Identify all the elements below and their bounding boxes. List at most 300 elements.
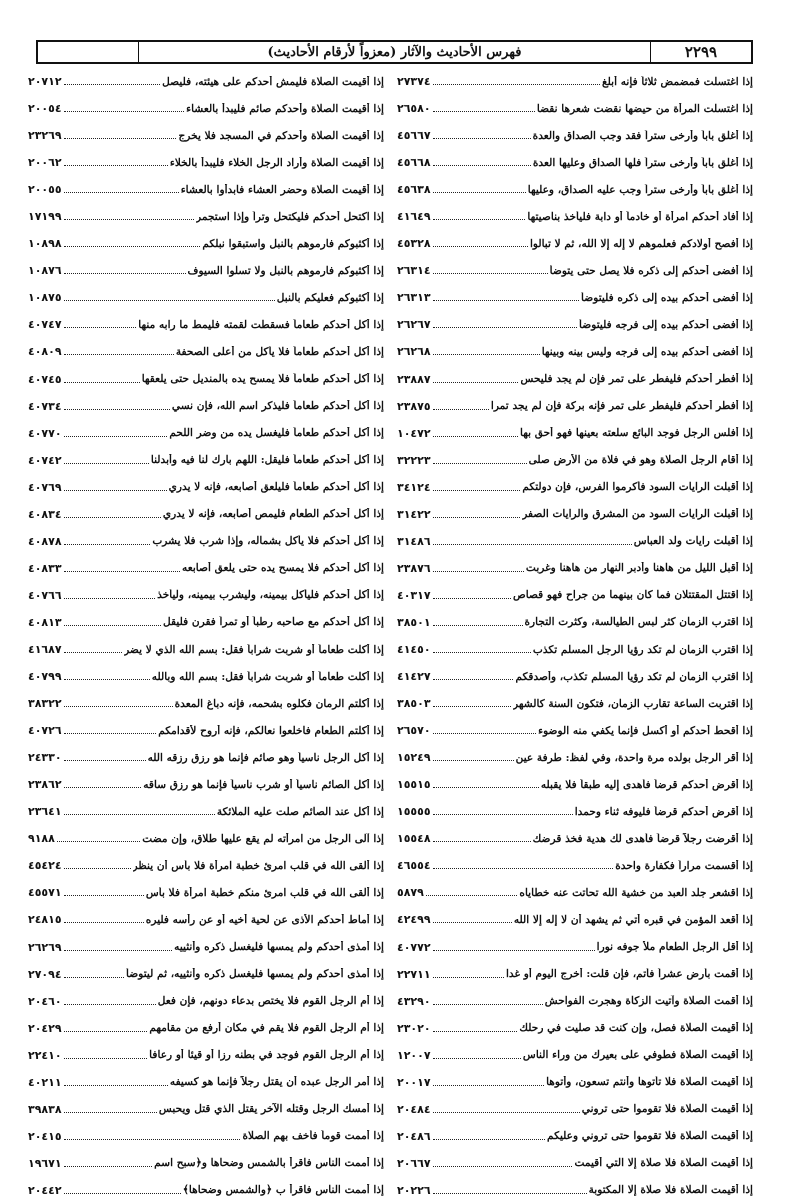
dotted-leader bbox=[64, 1166, 153, 1167]
index-entry bbox=[397, 636, 753, 663]
index-entry bbox=[397, 961, 753, 988]
hadith-number: ٤١٤٢٧ bbox=[397, 670, 431, 684]
hadith-number: ٢٤٣٣٠ bbox=[28, 751, 62, 765]
dotted-leader bbox=[64, 111, 185, 112]
dotted-leader bbox=[64, 895, 144, 896]
index-entry bbox=[397, 555, 753, 582]
hadith-text: إذا أم الرجل القوم فوجد في بطنه رزا أو قيئا أو رعافا bbox=[149, 1049, 384, 1062]
dotted-leader bbox=[64, 544, 151, 545]
hadith-number: ٤٠٨٣٤ bbox=[28, 507, 62, 521]
dotted-leader bbox=[433, 517, 521, 518]
index-entry bbox=[397, 798, 753, 825]
hadith-text: إذا أفضى أحدكم بيده إلى ذكره فليتوضأ bbox=[581, 291, 753, 304]
hadith-number: ٣٤١٢٤ bbox=[397, 480, 431, 494]
hadith-number: ٢٠٠٥٤ bbox=[28, 102, 62, 116]
hadith-text: إذا أممت الناس فاقرأ ب ﴿والشمس وضحاها﴾ bbox=[182, 1184, 384, 1197]
index-entry bbox=[28, 961, 384, 988]
dotted-leader bbox=[64, 1085, 168, 1086]
dotted-leader bbox=[64, 706, 173, 707]
index-entry bbox=[28, 257, 384, 284]
hadith-number: ٢٠٤٨٦ bbox=[397, 1129, 431, 1143]
hadith-text: إذا أقيمت الصلاة فطوفي على بعيرك من وراء الناس bbox=[522, 1049, 753, 1062]
hadith-text: إذا أقام الرجل الصلاة وهو في فلاة من الأرض صلى bbox=[528, 454, 753, 467]
hadith-number: ٢٠٤٨٤ bbox=[397, 1102, 431, 1116]
index-entry bbox=[397, 366, 753, 393]
dotted-leader bbox=[64, 409, 170, 410]
hadith-text: إذا أقل الرجل الطعام ملأ جوفه نورا bbox=[596, 941, 753, 954]
hadith-text: إذا أقبلت الرايات السود من المشرق والرايات الصفر bbox=[522, 508, 753, 521]
index-entry bbox=[28, 176, 384, 203]
hadith-text: إذا أقيمت الصلاة وأحدكم في المسجد فلا يخرج bbox=[178, 129, 384, 142]
hadith-text: إذا اكتحل أحدكم فليكتحل وتراً وإذا استجمر bbox=[196, 210, 384, 223]
dotted-leader bbox=[64, 138, 177, 139]
hadith-text: إذا أفطر أحدكم فليفطر على تمر فإنه بركة فإن لم يجد تمرا bbox=[490, 400, 753, 413]
hadith-number: ٤٠٢١١ bbox=[28, 1075, 62, 1089]
hadith-number: ٢٧٣٧٤ bbox=[397, 75, 431, 89]
dotted-leader bbox=[433, 327, 577, 328]
index-entry bbox=[28, 988, 384, 1015]
hadith-number: ٤٠٧٤٧ bbox=[28, 318, 62, 332]
hadith-number: ٤٠٧٦٦ bbox=[28, 588, 62, 602]
dotted-leader bbox=[64, 490, 167, 491]
index-entry bbox=[28, 1123, 384, 1150]
dotted-leader bbox=[64, 652, 122, 653]
index-entry bbox=[397, 176, 753, 203]
dotted-leader bbox=[64, 733, 157, 734]
hadith-text: إذا أقيمت الصلاة وحضر العشاء فابدأوا بالعشاء bbox=[180, 183, 384, 196]
hadith-text: إذا أكل أحدكم الطعام فليمص أصابعه، فإنه لا يدري bbox=[162, 508, 384, 521]
index-entry bbox=[28, 1069, 384, 1096]
dotted-leader bbox=[64, 382, 140, 383]
page-header bbox=[36, 40, 753, 64]
hadith-number: ٤٠٧٤٥ bbox=[28, 372, 62, 386]
index-entry bbox=[28, 95, 384, 122]
hadith-number: ١٠٨٩٨ bbox=[28, 237, 62, 251]
index-entry bbox=[28, 906, 384, 933]
hadith-number: ٢٣٨٦٢ bbox=[28, 778, 62, 792]
hadith-number: ٣٨٥٠٣ bbox=[397, 697, 431, 711]
index-entry bbox=[28, 122, 384, 149]
index-entry bbox=[28, 149, 384, 176]
hadith-number: ٢٤٨١٥ bbox=[28, 913, 62, 927]
index-entry bbox=[397, 825, 753, 852]
hadith-text: إذا أقبل الليل من هاهنا وأدبر النهار من هاهنا وغربت bbox=[525, 562, 753, 575]
dotted-leader bbox=[433, 463, 527, 464]
hadith-number: ٤١٤٥٠ bbox=[397, 643, 431, 656]
index-entry bbox=[397, 528, 753, 555]
hadith-number: ٢٦٣١٣ bbox=[397, 291, 431, 305]
dotted-leader bbox=[433, 111, 535, 112]
dotted-leader bbox=[433, 409, 489, 410]
hadith-number: ٤٢٤٩٩ bbox=[397, 913, 431, 927]
dotted-leader bbox=[64, 219, 194, 220]
dotted-leader bbox=[433, 733, 537, 734]
index-entry bbox=[28, 555, 384, 582]
index-entry bbox=[397, 68, 753, 95]
hadith-text: إذا أقحط أحدكم أو أكسل فإنما يكفي منه الوضوء bbox=[538, 724, 753, 737]
index-entry bbox=[28, 203, 384, 230]
index-entry bbox=[28, 474, 384, 501]
hadith-text: إذا اقترب الزمان لم تكد رؤيا المسلم تكذب، وأصدقكم bbox=[515, 670, 753, 683]
index-entry bbox=[28, 420, 384, 447]
index-entry bbox=[397, 338, 753, 365]
dotted-leader bbox=[433, 760, 514, 761]
index-entry bbox=[28, 311, 384, 338]
hadith-number: ٢٦٢٦٧ bbox=[397, 318, 431, 332]
hadith-text: إذا أقيمت الصلاة وأحدكم صائم فليبدأ بالعشاء bbox=[186, 102, 384, 115]
dotted-leader bbox=[433, 977, 504, 978]
hadith-text: إذا أكل أحدكم مع صاحبه رطباً أو تمراً فقرن فليقل bbox=[162, 616, 384, 629]
hadith-number: ٢٣٦٤١ bbox=[28, 805, 62, 819]
dotted-leader bbox=[433, 138, 531, 139]
dotted-leader bbox=[433, 598, 511, 599]
index-column-right bbox=[397, 68, 753, 1204]
index-entry bbox=[397, 203, 753, 230]
hadith-number: ٤٥٦٦٧ bbox=[397, 129, 431, 143]
dotted-leader bbox=[433, 679, 514, 680]
hadith-number: ٣٨٣٢٢ bbox=[28, 697, 62, 711]
dotted-leader bbox=[433, 1112, 580, 1113]
hadith-number: ٢٢٤١٠ bbox=[28, 1048, 62, 1062]
index-entry bbox=[28, 393, 384, 420]
hadith-number: ٢٦٥٧٠ bbox=[397, 724, 431, 738]
hadith-text: إذا أكل أحدكم طعاماً فلا يأكل من أعلى الصحفة bbox=[175, 345, 384, 358]
dotted-leader bbox=[433, 246, 528, 247]
hadith-text: إذا أقرض أحدكم قرضاً فليوفه ثناء وحمدا bbox=[574, 805, 753, 818]
hadith-text: إذا أكثبوكم فارموهم بالنبل ولا تسلوا السيوف bbox=[187, 264, 384, 277]
index-entry bbox=[28, 663, 384, 690]
hadith-number: ٢٢٧١١ bbox=[397, 967, 431, 981]
hadith-text: إذا أكل أحدكم فلا يمسح يده حتى يلعق أصابعه bbox=[182, 562, 384, 575]
dotted-leader bbox=[64, 1193, 181, 1194]
dotted-leader bbox=[64, 192, 179, 193]
hadith-text: إذا اقترب الزمان كثر لبس الطيالسة، وكثرت التجارة bbox=[524, 616, 753, 629]
hadith-text: إذا أفضى أحدكم بيده إلى فرجه فليتوضأ bbox=[579, 318, 753, 331]
hadith-text: إذا أفصح أولادكم فعلموهم لا إله إلا الله، ثم لا تبالوا bbox=[529, 237, 753, 250]
hadith-text: إذا أكلت طعاماً أو شربت شراباً فقل: بسم الله وبالله bbox=[151, 670, 384, 683]
dotted-leader bbox=[433, 1031, 518, 1032]
index-entry bbox=[28, 771, 384, 798]
hadith-number: ٩١٨٨ bbox=[28, 832, 55, 846]
dotted-leader bbox=[433, 490, 521, 491]
hadith-number: ٢٣٨٧٥ bbox=[397, 399, 431, 413]
hadith-text: إذا أم الرجل القوم فلا يختص بدعاء دونهم، فإن فعل bbox=[157, 995, 384, 1008]
dotted-leader bbox=[64, 273, 186, 274]
index-entry bbox=[28, 934, 384, 961]
dotted-leader bbox=[433, 571, 524, 572]
hadith-number: ٤٠٧٩٩ bbox=[28, 670, 62, 684]
hadith-text: إذا ألقى الله في قلب امرئ خطبة امرأة فلا بأس أن ينظر bbox=[132, 859, 384, 872]
index-entry bbox=[397, 934, 753, 961]
dotted-leader bbox=[64, 327, 137, 328]
hadith-number: ٤٥٦٣٨ bbox=[397, 183, 431, 197]
hadith-number: ٢٦٣١٤ bbox=[397, 264, 431, 278]
hadith-text: إذا أكل أحدكم طعاماً فليلعق أصابعه، فإنه لا يدري bbox=[168, 481, 384, 494]
header-title: فهرس الأحاديث والآثار (معزواً لأرقام الأحاديث) bbox=[267, 44, 522, 60]
hadith-text: إذا أقيمت الصلاة فليمش أحدكم على هيئته، فليصل bbox=[162, 75, 384, 88]
dotted-leader bbox=[64, 84, 161, 85]
dotted-leader bbox=[433, 219, 526, 220]
index-entry bbox=[28, 582, 384, 609]
hadith-number: ٢٦٢٦٩ bbox=[28, 940, 62, 954]
hadith-number: ١٥٥١٥ bbox=[397, 778, 431, 792]
dotted-leader bbox=[64, 300, 275, 301]
hadith-text: إذا اقترب الزمان لم تكد رؤيا الرجل المسلم تكذب bbox=[532, 643, 753, 656]
hadith-text: إذا أكلتم الطعام فاخلعوا نعالكم، فإنه أروح لأقدامكم bbox=[158, 724, 384, 737]
hadith-number: ٤٠٣١٧ bbox=[397, 588, 431, 602]
hadith-number: ٢٠٠٥٥ bbox=[28, 183, 62, 197]
dotted-leader bbox=[433, 1085, 545, 1086]
index-entry bbox=[397, 879, 753, 906]
index-entry bbox=[28, 798, 384, 825]
hadith-number: ١٥٥٥٥ bbox=[397, 805, 431, 819]
dotted-leader bbox=[64, 679, 150, 680]
hadith-number: ٤٠٧٣٤ bbox=[28, 399, 62, 413]
hadith-text: إذا أماط أحدكم الأذى عن لحية أخيه أو عن رأسه فليره bbox=[145, 913, 384, 926]
dotted-leader bbox=[433, 165, 531, 166]
hadith-number: ٢٠٤١٥ bbox=[28, 1129, 62, 1143]
hadith-text: إذا أقرض أحدكم قرضاً فأهدى إليه طبقاً فلا يقبله bbox=[540, 778, 753, 791]
hadith-number: ١٧١٩٩ bbox=[28, 210, 62, 224]
hadith-text: إذا أكل عند الصائم صلت عليه الملائكة bbox=[216, 805, 384, 818]
index-entry bbox=[397, 149, 753, 176]
hadith-text: إذا أفاد أحدكم امرأة أو خادماً أو دابة فليأخذ بناصيتها bbox=[527, 210, 753, 223]
hadith-text: إذا أقيمت الصلاة فلا تأتوها وأنتم تسعون، وأتوها bbox=[546, 1076, 753, 1089]
hadith-text: إذا أكل الرجل ناسياً وهو صائم فإنما هو رزق رزقه الله bbox=[147, 751, 384, 764]
index-entry bbox=[28, 501, 384, 528]
index-entry bbox=[28, 690, 384, 717]
hadith-text: إذا أقيمت الصلاة فلا صلاة إلا المكتوبة bbox=[588, 1184, 753, 1197]
hadith-number: ٢٣٨٨٧ bbox=[397, 372, 431, 386]
index-entry bbox=[397, 230, 753, 257]
hadith-number: ٣١٤٨٦ bbox=[397, 534, 431, 548]
index-entry bbox=[397, 771, 753, 798]
dotted-leader bbox=[64, 760, 146, 761]
dotted-leader bbox=[433, 84, 600, 85]
hadith-text: إذا اقتربت الساعة تقارب الزمان، فتكون السنة كالشهر bbox=[513, 697, 753, 710]
dotted-leader bbox=[433, 625, 523, 626]
hadith-text: إذا اغتسلت فمضمض ثلاثاً فإنه أبلغ bbox=[602, 75, 753, 88]
index-entry bbox=[397, 1150, 753, 1177]
hadith-number: ٤٠٨٠٩ bbox=[28, 345, 62, 359]
index-entry bbox=[28, 744, 384, 771]
dotted-leader bbox=[433, 814, 573, 815]
hadith-number: ٢٠٤٤٢ bbox=[28, 1183, 62, 1197]
dotted-leader bbox=[433, 1139, 545, 1140]
dotted-leader bbox=[64, 1004, 156, 1005]
dotted-leader bbox=[433, 950, 595, 951]
index-entry bbox=[28, 879, 384, 906]
hadith-number: ٢٠٢٢٦ bbox=[397, 1183, 431, 1197]
index-entry bbox=[397, 690, 753, 717]
hadith-text: إذا أقيمت الصلاة فلا تقوموا حتى تروني وعليكم bbox=[547, 1130, 753, 1143]
hadith-number: ١٠٨٧٥ bbox=[28, 291, 62, 305]
dotted-leader bbox=[64, 1058, 148, 1059]
hadith-number: ٢٠٦٦٧ bbox=[397, 1156, 431, 1170]
index-entry bbox=[397, 501, 753, 528]
index-entry bbox=[397, 257, 753, 284]
index-entry bbox=[28, 1096, 384, 1123]
index-entry bbox=[28, 284, 384, 311]
hadith-text: إذا أم الرجل القوم فلا يقم في مكان أرفع من مقامهم bbox=[149, 1022, 384, 1035]
index-entry bbox=[397, 609, 753, 636]
index-entry bbox=[28, 609, 384, 636]
dotted-leader bbox=[433, 273, 548, 274]
dotted-leader bbox=[64, 868, 131, 869]
hadith-text: إذا أكل أحدكم طعاماً فليذكر اسم الله، فإن نسي bbox=[171, 400, 384, 413]
hadith-number: ٢٠٤٦٠ bbox=[28, 994, 62, 1008]
index-entry bbox=[397, 663, 753, 690]
hadith-number: ٤١٦٨٧ bbox=[28, 643, 62, 656]
hadith-number: ٢٠٤٢٩ bbox=[28, 1021, 62, 1035]
hadith-number: ٣٢٢٢٣ bbox=[397, 453, 431, 467]
hadith-number: ٤٠٧٦٩ bbox=[28, 480, 62, 494]
hadith-number: ٤٥٣٢٨ bbox=[397, 237, 431, 251]
index-entry bbox=[397, 311, 753, 338]
hadith-text: إذا أكل أحدكم طعاماً فسقطت لقمته فليمط ما رابه منها bbox=[138, 318, 384, 331]
hadith-text: إذا أقرضت رجلاً قرضاً فأهدى لك هدية فخذ قرضك bbox=[532, 832, 753, 845]
hadith-text: إذا اقتتل المقتتلان فما كان بينهما من جراح فهو قصاص bbox=[512, 589, 753, 602]
hadith-text: إذا أقمت الصلاة وآتيت الزكاة وهجرت الفواحش bbox=[544, 995, 753, 1008]
hadith-number: ٢٦٢٦٨ bbox=[397, 345, 431, 359]
index-entry bbox=[397, 420, 753, 447]
hadith-text: إذا أكل أحدكم طعاماً فليقل: اللهم بارك لنا فيه وأبدلنا bbox=[150, 454, 384, 467]
index-entry bbox=[28, 366, 384, 393]
index-entry bbox=[28, 1042, 384, 1069]
dotted-leader bbox=[433, 382, 519, 383]
hadith-number: ٣٩٨٣٨ bbox=[28, 1102, 62, 1116]
index-entry bbox=[28, 447, 384, 474]
dotted-leader bbox=[64, 977, 124, 978]
index-entry bbox=[397, 1042, 753, 1069]
dotted-leader bbox=[64, 463, 149, 464]
hadith-text: إذا أغلق باباً وأرخى ستراً فقد وجب الصداق والعدة bbox=[532, 129, 753, 142]
hadith-number: ٤٥٥٧١ bbox=[28, 886, 62, 900]
index-entry bbox=[397, 582, 753, 609]
dotted-leader bbox=[433, 544, 632, 545]
index-entry bbox=[397, 1123, 753, 1150]
dotted-leader bbox=[64, 517, 161, 518]
hadith-text: إذا أممت قوماً فأخف بهم الصلاة bbox=[242, 1130, 384, 1143]
index-column-left bbox=[28, 68, 384, 1204]
page-number: ٢٢٩٩ bbox=[650, 42, 751, 62]
index-entry bbox=[397, 988, 753, 1015]
index-entry bbox=[28, 338, 384, 365]
dotted-leader bbox=[433, 192, 526, 193]
dotted-leader bbox=[433, 1004, 543, 1005]
dotted-leader bbox=[64, 950, 173, 951]
index-entry bbox=[397, 122, 753, 149]
index-entry bbox=[28, 1177, 384, 1204]
hadith-text: إذا أغلق باباً وأرخى ستراً فلها الصداق وعليها العدة bbox=[532, 156, 753, 169]
dotted-leader bbox=[433, 1193, 587, 1194]
hadith-number: ١٥٢٤٩ bbox=[397, 751, 431, 765]
dotted-leader bbox=[433, 436, 518, 437]
hadith-text: إذا أكل أحدكم طعاماً فليغسل يده من وضر اللحم bbox=[169, 427, 384, 440]
hadith-number: ٤٠٨٣٣ bbox=[28, 561, 62, 575]
hadith-number: ٣٨٥٠١ bbox=[397, 615, 431, 629]
hadith-text: إذا أكل أحدكم فليأكل بيمينه، وليشرب بيمينه، وليأخذ bbox=[157, 589, 384, 602]
hadith-number: ١٥٥٤٨ bbox=[397, 832, 431, 846]
hadith-text: إذا أقيمت الصلاة فلا تقوموا حتى تروني bbox=[581, 1103, 753, 1116]
hadith-text: إذا أقعد المؤمن في قبره أتي ثم يشهد أن لا إله إلا الله bbox=[513, 913, 753, 926]
index-entry bbox=[397, 1096, 753, 1123]
hadith-text: إذا أقيمت الصلاة فلا صلاة إلا التي أقيمت bbox=[574, 1157, 753, 1170]
hadith-number: ٢٧٠٩٤ bbox=[28, 967, 62, 981]
hadith-text: إذا أقمت بأرض عشراً فأتم، فإن قلت: أخرج اليوم أو غدا bbox=[505, 968, 753, 981]
hadith-text: إذا اغتسلت المرأة من حيضها نقضت شعرها نقضا bbox=[536, 102, 753, 115]
index-entry bbox=[397, 852, 753, 879]
dotted-leader bbox=[64, 787, 142, 788]
index-entry bbox=[28, 1015, 384, 1042]
header-end-cell bbox=[38, 42, 139, 62]
hadith-text: إذا أقيمت الصلاة فصل، وإن كنت قد صليت في رحلك bbox=[519, 1022, 753, 1035]
dotted-leader bbox=[64, 1031, 148, 1032]
hadith-text: إذا أفلس الرجل فوجد البائع سلعته بعينها فهو أحق بها bbox=[520, 427, 753, 440]
dotted-leader bbox=[64, 436, 168, 437]
index-entry bbox=[28, 1150, 384, 1177]
index-entry bbox=[397, 284, 753, 311]
index-entry bbox=[397, 1015, 753, 1042]
dotted-leader bbox=[433, 922, 512, 923]
hadith-number: ٣١٤٢٢ bbox=[397, 507, 431, 521]
index-entry bbox=[397, 744, 753, 771]
index-entry bbox=[28, 230, 384, 257]
hadith-number: ١٢٠٠٧ bbox=[397, 1048, 431, 1062]
hadith-text: إذا أكلتم الرمان فكلوه بشحمه، فإنه دباغ المعدة bbox=[174, 697, 384, 710]
hadith-number: ٤٠٨١٣ bbox=[28, 615, 62, 629]
hadith-text: إذا أقبلت رايات ولد العباس bbox=[633, 535, 753, 548]
dotted-leader bbox=[64, 598, 156, 599]
hadith-text: إذا أكلت طعاماً أو شربت شراباً فقل: بسم الله الذي لا يضر bbox=[124, 643, 384, 656]
hadith-number: ٢٠٧١٢ bbox=[28, 75, 62, 89]
dotted-leader bbox=[433, 1058, 521, 1059]
index-entry bbox=[28, 852, 384, 879]
hadith-number: ٢٠٠٦٢ bbox=[28, 156, 62, 170]
hadith-number: ٤٠٧٤٢ bbox=[28, 453, 62, 467]
hadith-text: إذا أمسك الرجل وقتله الآخر يقتل الذي قتل ويحبس bbox=[158, 1103, 384, 1116]
index-entry bbox=[28, 825, 384, 852]
hadith-text: إذا أفضى أحدكم بيده إلى فرجه وليس بينه وبينها bbox=[541, 345, 753, 358]
hadith-text: إذا أقر الرجل بولده مرة واحدة، وفي لفظ: طرفة عين bbox=[515, 751, 753, 764]
hadith-number: ١٠٤٧٢ bbox=[397, 426, 431, 440]
dotted-leader bbox=[64, 1139, 241, 1140]
dotted-leader bbox=[426, 895, 518, 896]
index-entry bbox=[397, 447, 753, 474]
hadith-number: ٤٦٥٥٤ bbox=[397, 859, 431, 873]
dotted-leader bbox=[433, 300, 579, 301]
dotted-leader bbox=[64, 571, 180, 572]
dotted-leader bbox=[433, 706, 511, 707]
hadith-text: إذا أكثبوكم فارموهم بالنبل واستبقوا نبلكم bbox=[202, 237, 384, 250]
hadith-text: إذا أكل أحدكم طعاماً فلا يمسح يده بالمنديل حتى يلعقها bbox=[141, 373, 384, 386]
dotted-leader bbox=[64, 625, 161, 626]
dotted-leader bbox=[64, 814, 215, 815]
dotted-leader bbox=[433, 868, 614, 869]
hadith-text: إذا أقيمت الصلاة وأراد الرجل الخلاء فليبدأ بالخلاء bbox=[169, 156, 384, 169]
dotted-leader bbox=[433, 787, 539, 788]
hadith-text: إذا أمذى أحدكم ولم يمسها فليغسل ذكره وأنثييه، ثم ليتوضأ bbox=[126, 968, 384, 981]
dotted-leader bbox=[433, 1166, 573, 1167]
hadith-number: ٢٣٨٧٦ bbox=[397, 561, 431, 575]
index-entry bbox=[397, 1069, 753, 1096]
hadith-text: إذا أقسمت مراراً فكفارة واحدة bbox=[615, 859, 753, 872]
dotted-leader bbox=[64, 354, 174, 355]
hadith-number: ٤١٦٤٩ bbox=[397, 210, 431, 224]
hadith-number: ٤٥٤٢٤ bbox=[28, 859, 62, 873]
hadith-number: ١٩٦٧١ bbox=[28, 1156, 62, 1170]
index-entry bbox=[397, 717, 753, 744]
